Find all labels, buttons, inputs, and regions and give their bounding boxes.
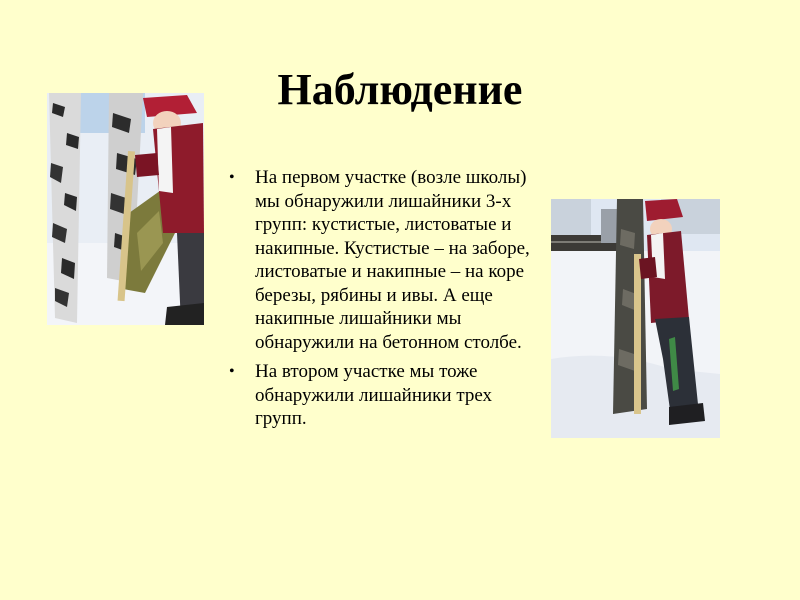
- photo-child-measuring-birch-tree-icon: [47, 93, 204, 325]
- bullet-text: На втором участке мы тоже обнаружили лишайники трех групп.: [255, 361, 493, 429]
- bullet-list: [225, 166, 540, 437]
- photo-child-tree: [551, 199, 720, 438]
- bullet-dot-icon: •: [229, 169, 235, 186]
- photo-child-birch: [47, 93, 204, 325]
- slide-title: Наблюдение: [277, 65, 523, 114]
- bullet-text: На первом участке (возле школы) мы обнаружили лишайники 3-х групп: кустистые, листоватые и накипные. Кустистые – на заборе, листоватые и накипные – на коре березы, рябины и ивы. А еще накипные лишайники мы обнаружили на бетонном столбе.: [255, 167, 530, 353]
- bullet-item: [225, 360, 540, 431]
- bullet-item: [225, 166, 540, 354]
- photo-child-measuring-tree-with-ruler-icon: [551, 199, 720, 438]
- bullet-dot-icon: •: [229, 363, 235, 380]
